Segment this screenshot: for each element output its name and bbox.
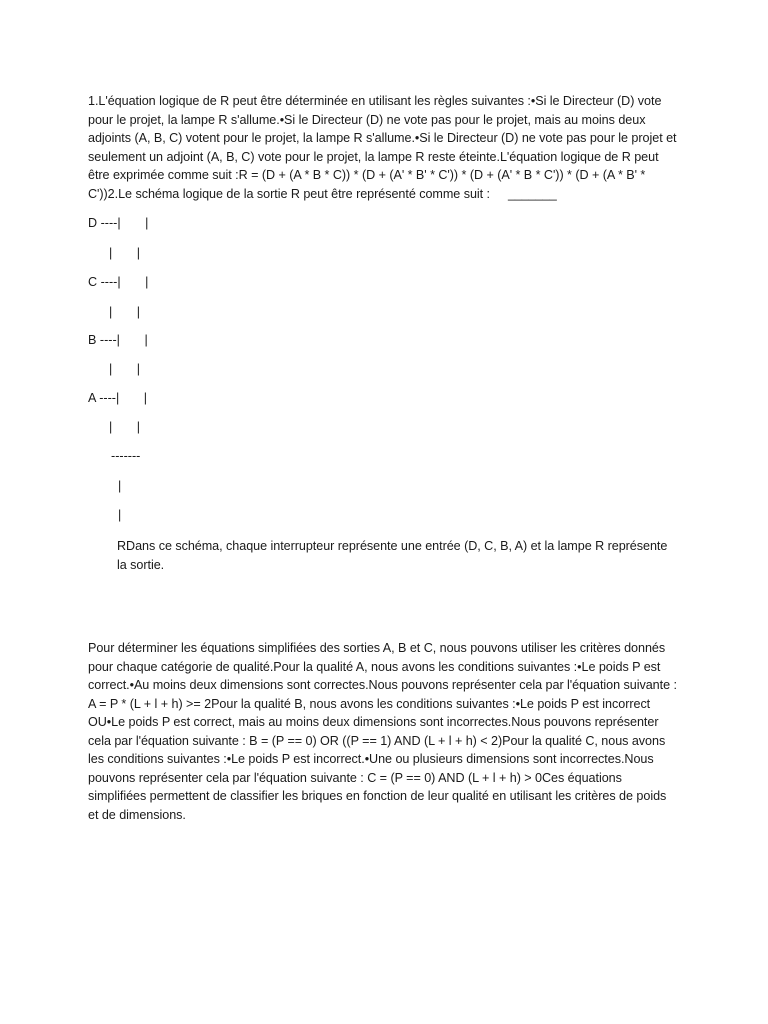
paragraph-logic-equation <box>88 92 678 203</box>
diagram-pipes: | | <box>109 305 141 319</box>
diagram-pipes: | | <box>109 420 141 434</box>
paragraph-diagram-explanation-text: RDans ce schéma, chaque interrupteur représente une entrée (D, C, B, A) et la lampe R représente la sortie. <box>117 539 668 572</box>
diagram-pipe: | <box>118 508 122 522</box>
diagram-pipes: | | <box>109 362 141 376</box>
diagram-line-d: D ----| | <box>88 216 149 230</box>
diagram-pipe: | <box>118 479 122 493</box>
diagram-dashes: ------- <box>111 449 141 463</box>
paragraph-diagram-explanation <box>88 537 678 574</box>
paragraph-logic-equation-text: 1.L'équation logique de R peut être déterminée en utilisant les règles suivantes :•Si le Directeur (D) vote pour le projet, la lampe R s'allume.•Si le Directeur (D) ne vote pas pour le projet, mais au moins deux adjoints (A, B, C) votent pour le projet, la lampe R s'allume.•Si le Directeur (D) ne vote pas pour le projet et seulement un adjoint (A, B, C) vote pour le projet, la lampe R reste éteinte.L'équation logique de R peut être exprimée comme suit :R = (D + (A * B * C)) * (D + (A' * B' * C')) * (D + (A' * B * C')) * (D + (A * B' * C'))2.Le schéma logique de la sortie R peut être représenté comme suit : <box>88 94 677 201</box>
diagram-line-a: A ----| | <box>88 391 148 405</box>
diagram-line-c: C ----| | <box>88 275 149 289</box>
blank-line: _______ <box>508 186 557 201</box>
diagram-line-b: B ----| | <box>88 333 148 347</box>
diagram-pipes: | | <box>109 246 141 260</box>
paragraph-quality-equations: Pour déterminer les équations simplifiées des sorties A, B et C, nous pouvons utiliser les critères donnés pour chaque catégorie de qualité.Pour la qualité A, nous avons les conditions suivantes :•Le poids P est correct.•Au moins deux dimensions sont correctes.Nous pouvons représenter cela par l'équation suivante : A = P * (L + l + h) >= 2Pour la qualité B, nous avons les conditions suivantes :•Le poids P est incorrect OU•Le poids P est correct, mais au moins deux dimensions sont incorrectes.Nous pouvons représenter cela par l'équation suivante : B = (P == 0) OR ((P == 1) AND (L + l + h) < 2)Pour la qualité C, nous avons les conditions suivantes :•Le poids P est incorrect.•Une ou plusieurs dimensions sont incorrectes.Nous pouvons représenter cela par l'équation suivante : C = (P == 0) AND (L + l + h) > 0Ces équations simplifiées permettent de classifier les briques en fonction de leur qualité en utilisant les critères de poids et de dimensions. <box>88 641 677 822</box>
